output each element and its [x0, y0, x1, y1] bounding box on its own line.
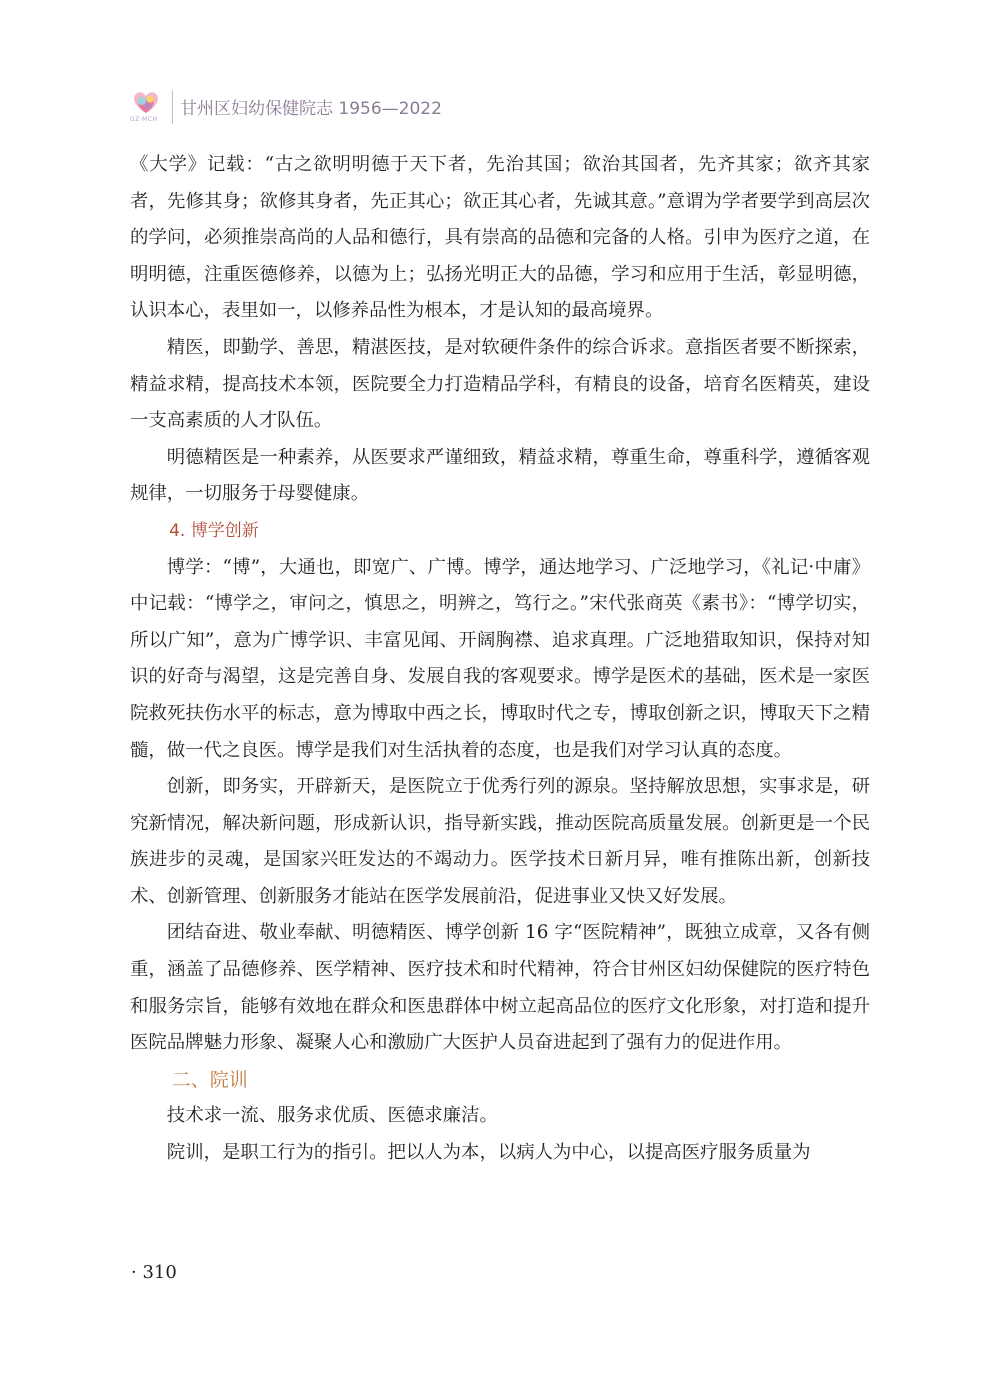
header-title: 甘州区妇幼保健院志 1956—2022 — [180, 99, 442, 119]
paragraph-yiyuan-jingshen: 团结奋进、敬业奉献、明德精医、博学创新 16 字“医院精神”，既独立成章，又各有侧重，涵盖了品德修养、医学精神、医疗技术和时代精神，符合甘州区妇幼保健院的医疗特色和服务宗旨，能够有效地在群众和医患群体中树立起高品位的医疗文化形象，对打造和提升医院品牌魅力形象、凝聚人心和激励广大医护人员奋进起到了强有力的促进作用。 — [130, 922, 870, 1054]
section-heading-yuanxun: 二、院训 — [171, 1068, 248, 1091]
body-text — [130, 147, 870, 1172]
header-divider — [172, 90, 173, 124]
paragraph-daxue: 《大学》记载：“古之欲明明德于天下者，先治其国；欲治其国者，先齐其家；欲齐其家者，先修其身；欲修其身者，先正其心；欲正其心者，先诚其意。”意谓为学者要学到高层次的学问，必须推崇高尚的人品和德行，具有崇高的品德和完备的人格。引申为医疗之道，在明明德，注重医德修养，以德为上；弘扬光明正大的品德，学习和应用于生活，彰显明德，认识本心，表里如一，以修养品性为根本，才是认知的最高境界。 — [130, 154, 870, 322]
paragraph-yuanxun-desc: 院训，是职工行为的指引。把以人为本，以病人为中心，以提高医疗服务质量为 — [166, 1142, 811, 1164]
running-header — [128, 86, 448, 130]
heart-flower-logo-icon — [128, 86, 164, 130]
page-number: · 310 — [131, 1262, 177, 1283]
subheading-boxue-chuangxin: 4. 博学创新 — [169, 520, 259, 541]
logo-text: GZ·MCH — [130, 116, 158, 123]
paragraph-chuangxin: 创新，即务实，开辟新天，是医院立于优秀行列的源泉。坚持解放思想，实事求是，研究新情况，解决新问题，形成新认识，指导新实践，推动医院高质量发展。创新更是一个民族进步的灵魂，是国家兴旺发达的不竭动力。医学技术日新月异，唯有推陈出新，创新技术、创新管理、创新服务才能站在医学发展前沿，促进事业又快又好发展。 — [130, 776, 870, 907]
paragraph-boxue: 博学：“博”，大通也，即宽广、广博。博学，通达地学习、广泛地学习，《礼记·中庸》中记载：“博学之，审问之，慎思之，明辨之，笃行之。”宋代张商英《素书》：“博学切实，所以广知”，意为广博学识、丰富见闻、开阔胸襟、追求真理。广泛地猎取知识，保持对知识的好奇与渴望，这是完善自身、发展自我的客观要求。博学是医术的基础，医术是一家医院救死扶伤水平的标志，意为博取中西之长，博取时代之专，博取创新之识，博取天下之精髓，做一代之良医。博学是我们对生活执着的态度，也是我们对学习认真的态度。 — [130, 556, 870, 761]
paragraph-yuanxun-motto: 技术求一流、服务求优质、医德求廉洁。 — [166, 1105, 498, 1127]
paragraph-jingyi: 精医，即勤学、善思，精湛医技，是对软硬件条件的综合诉求。意指医者要不断探索，精益求精，提高技术本领，医院要全力打造精品学科，有精良的设备，培育名医精英，建设一支高素质的人才队伍。 — [130, 336, 870, 432]
paragraph-mingde-jingyi: 明德精医是一种素养，从医要求严谨细致，精益求精，尊重生命，尊重科学，遵循客观规律，一切服务于母婴健康。 — [130, 446, 870, 505]
